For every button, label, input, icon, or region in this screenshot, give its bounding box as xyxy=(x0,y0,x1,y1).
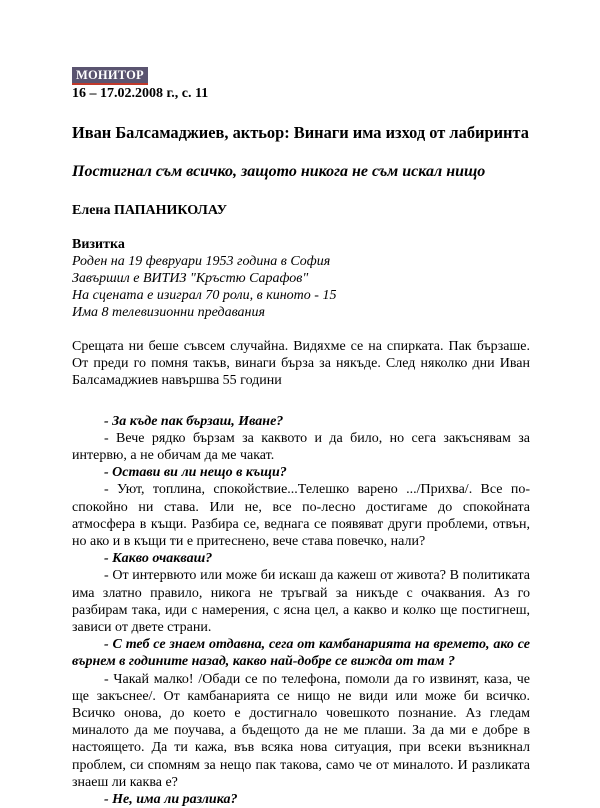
vizitka-line: Роден на 19 февруари 1953 година в София xyxy=(72,254,331,269)
interview-answer: - Вече рядко бързам за каквото и да било, но сега закъснявам за интервю, а не обичам да ме чакат. xyxy=(72,430,530,464)
interview-answer: - Уют, топлина, спокойствие...Телешко варено .../Прихва/. Все по-спокойно ни става. Или не, все по-лесно достигаме до спокойната атмосфера в къщи. Разбира се, веднага се появяват други проблеми, отвън, но ако и в къщи ти е притеснено, вече става повечко, нали? xyxy=(72,482,530,550)
document-page xyxy=(72,66,530,808)
interview-question: - Какво очакваш? xyxy=(104,551,213,567)
article-intro: Срещата ни беше съвсем случайна. Видяхме се на спирката. Пак бързаше. От преди го помня такъв, винаги бърза за някъде. След няколко дни Иван Балсамаджиев навършва 55 години xyxy=(72,339,530,389)
vizitka-title: Визитка xyxy=(72,237,125,252)
interview-question: - Остави ви ли нещо в къщи? xyxy=(104,465,287,481)
article-headline: Иван Балсамаджиев, актьор: Винаги има изход от лабиринта xyxy=(72,123,529,142)
interview-answer: - Чакай малко! /Обади се по телефона, помоли да го извинят, каза, че ще закъснее/. От камбанарията се нищо не види или може би всичко. Всичко онова, до което е достигнало човешкото познание. Аз гледам миналото да ме поучава, а бъдещото да не ме плаши. За да ми е добре в настоящето. Да ти кажа, във всяка нова ситуация, при всеки възникнал проблем, си спомням за нещо пак такова, само че от миналото. И разликата знаеш ли каква е? xyxy=(72,671,530,790)
vizitka-line: Завършил е ВИТИЗ "Кръстю Сарафов" xyxy=(72,271,309,286)
interview-question: - С теб се знаем отдавна, сега от камбанарията на времето, ако се върнем в годините назад, какво най-добре се вижда от там ? xyxy=(72,637,530,670)
article-author: Елена ПАПАНИКОЛАУ xyxy=(72,203,227,218)
article-subheadline: Постигнал съм всичко, защото никога не съм искал нищо xyxy=(72,163,486,180)
vizitka-line: На сцената е изиграл 70 роли, в киното - 15 xyxy=(72,288,337,303)
interview-body xyxy=(72,413,530,808)
vizitka-line: Има 8 телевизионни предавания xyxy=(72,305,265,320)
interview-question: - Не, има ли разлика? xyxy=(104,792,238,808)
newspaper-logo: МОНИТОР xyxy=(72,67,148,85)
interview-answer: - От интервюто или може би искаш да кажеш от живота? В политиката има златно правило, никога не тръгвай за никъде с очаквания. Аз го разбирам така, иди с намерения, с ясна цел, а какво и колко ще постигнеш, зависи от двете страни. xyxy=(72,568,530,636)
interview-question: - За къде пак бързаш, Иване? xyxy=(104,413,284,429)
issue-date: 16 – 17.02.2008 г., с. 11 xyxy=(72,86,209,101)
